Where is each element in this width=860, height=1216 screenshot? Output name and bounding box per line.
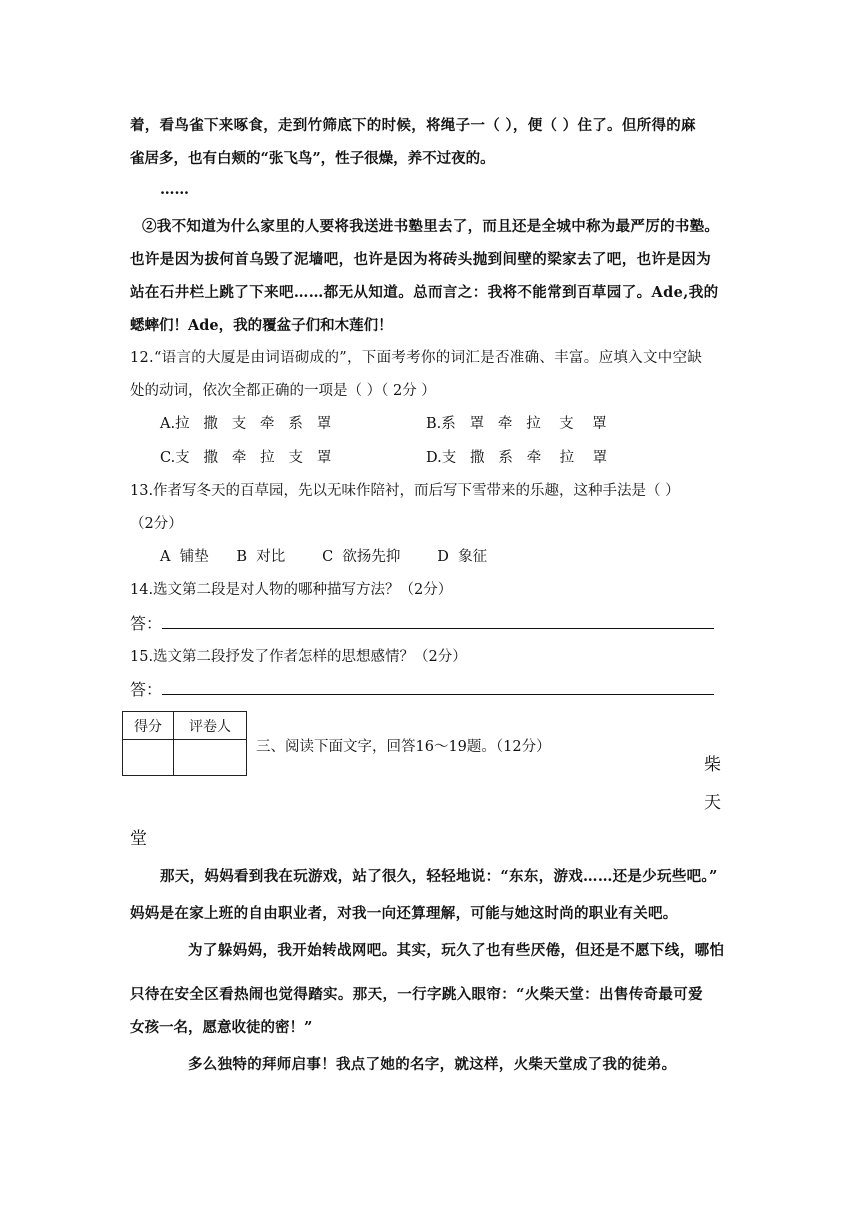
- answer-blank[interactable]: [162, 680, 714, 695]
- passage-line: 也许是因为拔何首乌毁了泥墙吧，也许是因为将砖头抛到间壁的梁家去了吧，也许是因为: [130, 251, 712, 268]
- answer-label: 答：: [130, 680, 163, 699]
- passage-line: 蟋蟀们！Ade，我的覆盆子们和木莲们！: [130, 317, 393, 334]
- passage-line: 女孩一名，愿意收徒的密！”: [130, 1019, 313, 1036]
- title-char: 柴: [704, 755, 721, 775]
- title-char: 天: [704, 793, 721, 813]
- question-13: 13.作者写冬天的百草园，先以无味作陪衬，而后写下雪带来的乐趣，这种手法是（ ）: [130, 483, 680, 499]
- title-char: 堂: [130, 829, 147, 849]
- answer-blank[interactable]: [162, 614, 714, 629]
- question-14: 14.选文第二段是对人物的哪种描写方法？（2分）: [130, 582, 453, 598]
- passage-line: 着，看鸟雀下来啄食，走到竹筛底下的时候，将绳子一（ ），便（ ）住了。但所得的麻: [130, 117, 696, 134]
- grader-header: 评卷人: [174, 712, 247, 740]
- answer-line-14: [130, 614, 714, 634]
- passage-line: 那天，妈妈看到我在玩游戏，站了很久，轻轻地说：“东东，游戏……还是少玩些吧。”: [160, 868, 718, 885]
- passage-line: 只待在安全区看热闹也觉得踏实。那天，一行字跳入眼帘：“火柴天堂：出售传奇最可爱: [130, 986, 703, 1003]
- score-cell[interactable]: [123, 740, 174, 776]
- score-table: [122, 711, 247, 776]
- question-13-cont: （2分）: [130, 516, 183, 532]
- option-b: B.系 罩 牵 拉 支 罩: [426, 416, 607, 432]
- grader-cell[interactable]: [174, 740, 247, 776]
- section-heading: 三、阅读下面文字，回答16～19题。（12分）: [256, 739, 551, 755]
- answer-label: 答：: [130, 614, 163, 633]
- passage-line: ②我不知道为什么家里的人要将我送进书塾里去了，而且还是全城中称为最严厉的书塾。: [142, 218, 720, 235]
- question-13-options: A 铺垫 B 对比 C 欲扬先抑 D 象征: [160, 549, 488, 565]
- answer-line-15: [130, 680, 714, 700]
- option-a: A.拉 撒 支 牵 系 罩: [160, 416, 332, 432]
- passage-line: 为了躲妈妈，我开始转战网吧。其实，玩久了也有些厌倦，但还是不愿下线，哪怕: [188, 942, 725, 959]
- question-12: 12.“语言的大厦是由词语砌成的”，下面考考你的词汇是否准确、丰富。应填入文中空缺: [130, 350, 703, 366]
- question-12-cont: 处的动词，依次全都正确的一项是（ ）（ 2分 ）: [130, 383, 436, 399]
- score-header: 得分: [123, 712, 174, 740]
- option-c: C.支 撒 牵 拉 支 罩: [160, 450, 332, 466]
- option-d: D.支 撒 系 牵 拉 罩: [426, 450, 608, 466]
- passage-ellipsis: ……: [160, 181, 189, 198]
- question-15: 15.选文第二段抒发了作者怎样的思想感情？（2分）: [130, 649, 467, 665]
- passage-line: 多么独特的拜师启事！我点了她的名字，就这样，火柴天堂成了我的徒弟。: [188, 1056, 677, 1073]
- passage-line: 妈妈是在家上班的自由职业者，对我一向还算理解，可能与她这时尚的职业有关吧。: [130, 905, 678, 922]
- passage-line: 雀居多，也有白颊的“张飞鸟”，性子很燥，养不过夜的。: [130, 150, 495, 167]
- passage-line: 站在石井栏上跳了下来吧……都无从知道。总而言之：我将不能常到百草园了。Ade,我的: [130, 284, 719, 301]
